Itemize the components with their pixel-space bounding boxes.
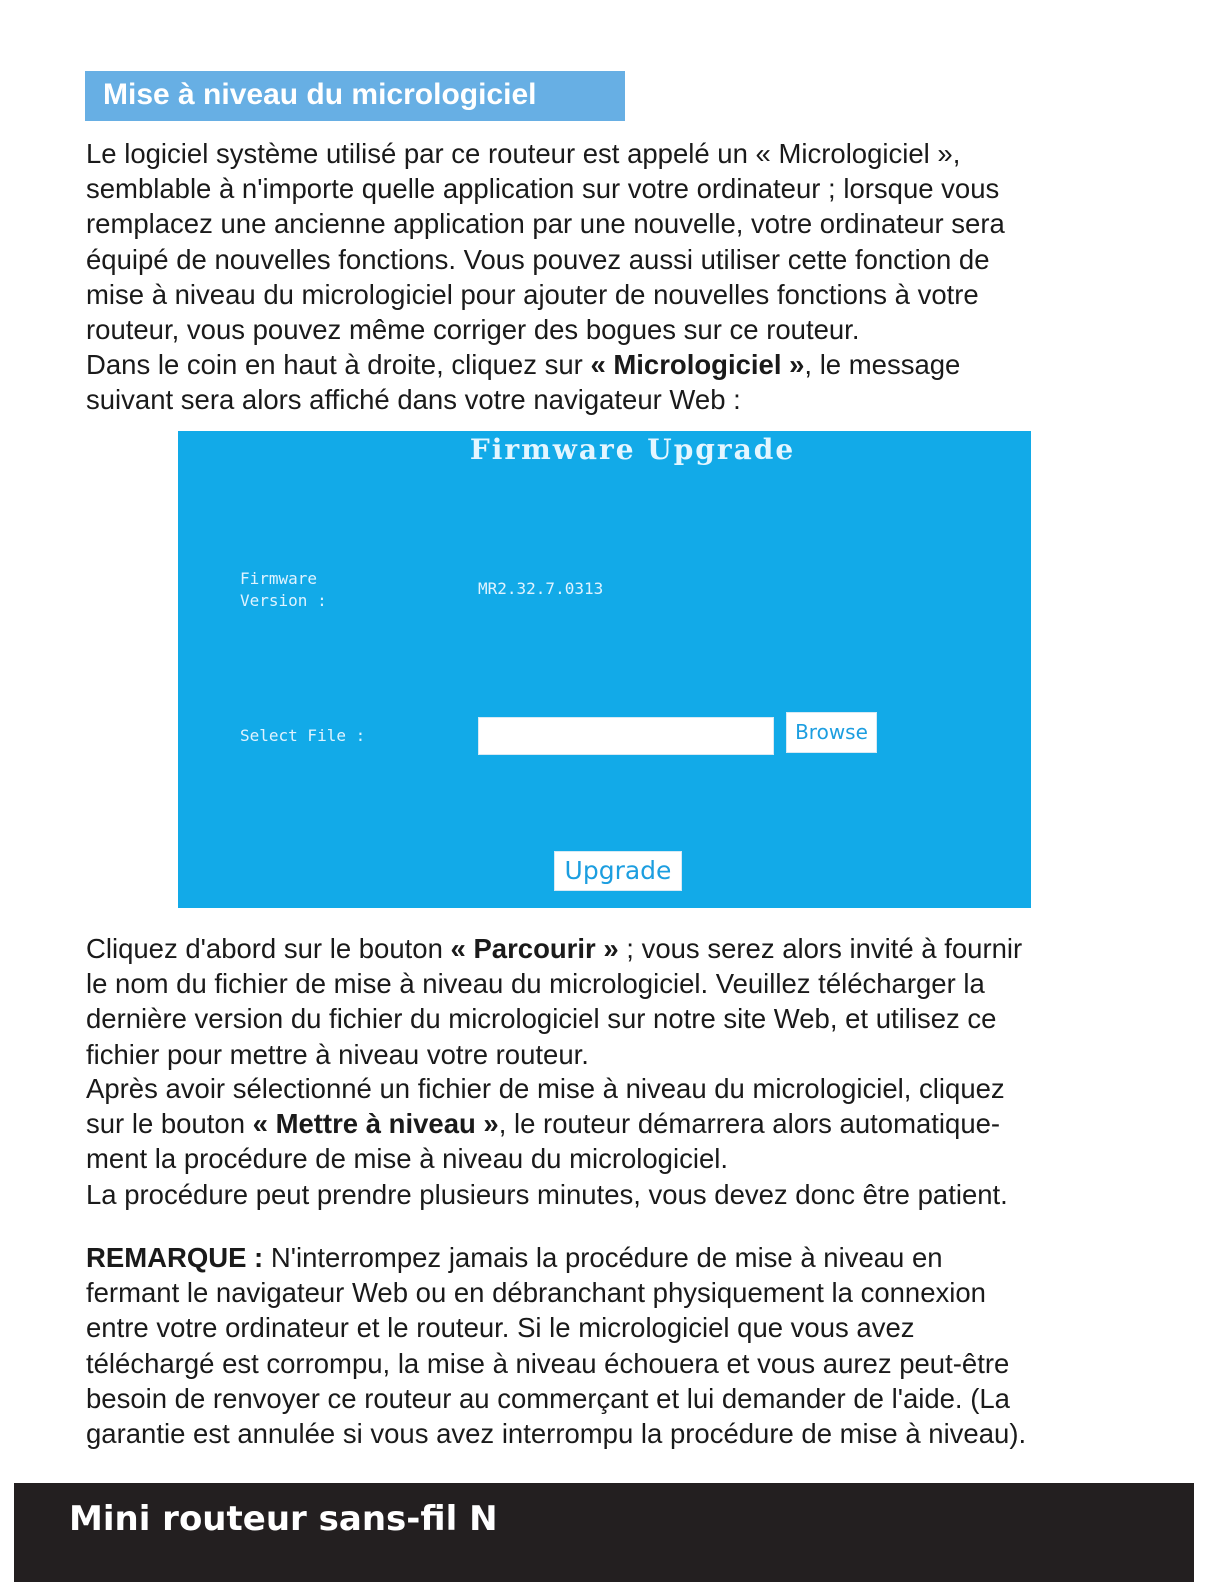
text-line: La procédure peut prendre plusieurs minutes, vous devez donc être patient.: [86, 1178, 1008, 1210]
bold-term-mettre-a-niveau: « Mettre à niveau »: [252, 1108, 499, 1140]
text-line: le nom du fichier de mise à niveau du micrologiciel. Veuillez télécharger la: [86, 968, 985, 1000]
text-fragment: N'interrompez jamais la procédure de mise à niveau en: [263, 1242, 943, 1273]
firmware-upgrade-title: Firmware Upgrade: [469, 433, 796, 466]
firmware-upgrade-screenshot: [178, 431, 1031, 908]
browse-button[interactable]: Browse: [786, 712, 877, 753]
text-line: [86, 931, 1022, 966]
browse-paragraph: [86, 931, 1022, 1072]
text-line: besoin de renvoyer ce routeur au commerçant et lui demander de l'aide. (La: [86, 1382, 1010, 1414]
text-line: entre votre ordinateur et le routeur. Si le micrologiciel que vous avez: [86, 1312, 915, 1344]
instruction-paragraph: [86, 347, 960, 417]
text-line: [86, 1106, 1008, 1141]
text-line: garantie est annulée si vous avez interrompu la procédure de mise à niveau).: [86, 1418, 1027, 1450]
text-line: semblable à n'importe quelle application sur votre ordinateur ; lorsque vous: [86, 173, 1000, 205]
label-line: Version :: [240, 591, 327, 610]
text-line: suivant sera alors affiché dans votre navigateur Web :: [86, 384, 741, 416]
footer-title: Mini routeur sans-fil N: [69, 1499, 498, 1539]
select-file-label: Select File :: [240, 726, 366, 745]
text-fragment: Cliquez d'abord sur le bouton: [86, 933, 451, 964]
text-line: Le logiciel système utilisé par ce routeur est appelé un « Micrologiciel »,: [86, 138, 961, 169]
section-title: Mise à niveau du micrologiciel: [85, 71, 625, 121]
upgrade-button[interactable]: Upgrade: [554, 851, 682, 891]
upgrade-paragraph: [86, 1071, 1008, 1212]
text-line: remplacez une ancienne application par une nouvelle, votre ordinateur sera: [86, 208, 1005, 240]
text-fragment: ; vous serez alors invité à fournir: [618, 933, 1023, 964]
text-line: routeur, vous pouvez même corriger des bogues sur ce routeur.: [86, 314, 860, 346]
text-line: fichier pour mettre à niveau votre routeur.: [86, 1038, 589, 1070]
text-line: Après avoir sélectionné un fichier de mise à niveau du micrologiciel, cliquez: [86, 1073, 1005, 1104]
text-fragment: Dans le coin en haut à droite, cliquez sur: [86, 349, 591, 380]
file-path-input[interactable]: [478, 717, 774, 755]
text-fragment: , le message: [804, 349, 961, 380]
bold-term-parcourir: « Parcourir »: [450, 933, 619, 964]
text-line: dernière version du fichier du micrologiciel sur notre site Web, et utilisez ce: [86, 1003, 997, 1035]
text-fragment: sur le bouton: [86, 1108, 253, 1140]
text-line: fermant le navigateur Web ou en débranchant physiquement la connexion: [86, 1277, 986, 1309]
intro-paragraph: [86, 136, 1005, 347]
label-line: Firmware: [240, 569, 318, 588]
firmware-version-value: MR2.32.7.0313: [478, 579, 604, 598]
footer-bar: [14, 1483, 1194, 1582]
text-line: [86, 1240, 1026, 1275]
text-fragment: , le routeur démarrera alors automatique-: [498, 1108, 1001, 1140]
note-paragraph: [86, 1240, 1026, 1451]
bold-term-micrologiciel: « Micrologiciel »: [590, 349, 805, 380]
text-line: ment la procédure de mise à niveau du micrologiciel.: [86, 1143, 728, 1175]
text-line: équipé de nouvelles fonctions. Vous pouvez aussi utiliser cette fonction de: [86, 243, 990, 275]
note-label: REMARQUE :: [86, 1242, 264, 1273]
text-line: mise à niveau du micrologiciel pour ajouter de nouvelles fonctions à votre: [86, 278, 979, 310]
text-line: téléchargé est corrompu, la mise à niveau échouera et vous aurez peut-être: [86, 1347, 1010, 1379]
text-line: [86, 347, 960, 382]
firmware-version-label: [240, 568, 327, 612]
